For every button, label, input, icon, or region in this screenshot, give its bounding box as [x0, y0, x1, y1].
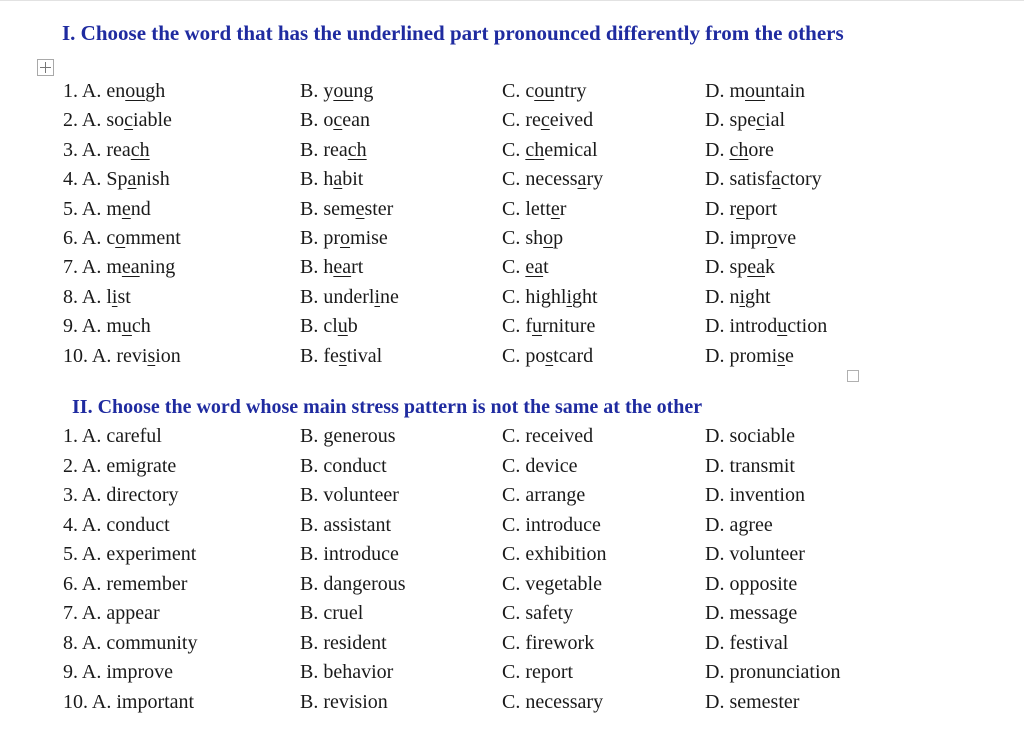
option-c [502, 344, 593, 368]
option-text-pre: so [106, 109, 125, 132]
option-c: C. firework [502, 631, 595, 654]
option-text-post: ster [364, 197, 394, 220]
option-text-prefix: B. [300, 197, 324, 220]
option-b: B. dangerous [300, 572, 406, 595]
option-text-pre: satisf [729, 168, 772, 191]
option-text-prefix: D. [705, 315, 730, 338]
option-text-prefix: B. [300, 109, 324, 132]
option-text-prefix: D. [705, 285, 730, 308]
option-text-post: e [785, 344, 794, 367]
question-row [0, 167, 1024, 195]
option-a: 7. A. appear [63, 602, 160, 624]
option-text-post: t [543, 256, 549, 279]
option-text-prefix: D. [705, 168, 730, 191]
option-text-post: tcard [553, 344, 594, 367]
option-text-prefix: C. [502, 80, 526, 102]
option-a: 9. A. improve [63, 661, 173, 683]
option-text-prefix: C. [502, 344, 526, 367]
option-text-pre: r [729, 197, 737, 220]
option-a [63, 255, 175, 279]
option-text-post: ning [139, 256, 176, 279]
option-text-pre: h [323, 256, 334, 279]
option-text-pre: m [106, 315, 122, 338]
option-text-prefix: D. [705, 109, 730, 132]
option-a: 4. A. conduct [63, 513, 170, 536]
option-b [300, 226, 388, 250]
option-d: D. opposite [705, 572, 798, 595]
underlined-part: o [543, 227, 554, 249]
option-c: C. report [502, 661, 574, 683]
option-c [502, 197, 566, 221]
option-text-pre: o [323, 109, 334, 132]
option-c: C. safety [502, 602, 574, 624]
option-text-prefix: 3. A. [63, 138, 107, 161]
question-row [0, 79, 1024, 107]
option-a [63, 314, 151, 338]
option-d: D. invention [705, 484, 805, 506]
option-text-pre: m [106, 197, 122, 220]
option-c [502, 167, 603, 191]
option-b [300, 255, 363, 279]
option-text-pre: highl [525, 285, 567, 308]
option-text-post: ve [777, 227, 797, 249]
option-text-post: p [553, 227, 564, 249]
underlined-part: o [340, 227, 351, 249]
option-c [502, 314, 595, 338]
option-text-pre: n [729, 285, 740, 308]
option-text-post: nd [130, 197, 151, 220]
option-text-post: ial [765, 109, 786, 132]
option-text-pre: f [525, 315, 533, 338]
underlined-part: a [127, 168, 137, 191]
option-text-prefix: B. [300, 227, 324, 249]
option-text-post: b [347, 315, 358, 338]
option-text-post: eived [549, 109, 594, 132]
question-row [0, 285, 1024, 313]
option-text-prefix: C. [502, 227, 526, 249]
question-row [0, 690, 1024, 718]
option-b: B. volunteer [300, 484, 399, 506]
option-text-post: ction [787, 315, 828, 338]
option-d [705, 79, 805, 103]
option-a [63, 344, 181, 368]
option-text-prefix: C. [502, 109, 526, 132]
underlined-part: ou [534, 80, 555, 102]
option-d [705, 138, 774, 162]
option-b: B. conduct [300, 454, 387, 477]
underlined-part: i [111, 285, 118, 308]
option-a [63, 197, 151, 221]
section-2-title: II. Choose the word whose main stress pattern is not the same at the other [72, 396, 703, 418]
question-row [0, 255, 1024, 283]
question-row [0, 454, 1024, 482]
underlined-part: ch [347, 138, 367, 161]
option-text-prefix: 5. A. [63, 197, 107, 220]
underlined-part: ou [125, 80, 146, 102]
option-text-prefix: 1. A. [63, 80, 107, 102]
option-b [300, 79, 373, 103]
section-1-title: I. Choose the word that has the underlined part pronounced differently from the others [62, 21, 844, 45]
option-text-pre: fe [323, 344, 339, 367]
option-c [502, 226, 563, 250]
option-text-pre: cl [323, 315, 338, 338]
option-text-pre: Sp [106, 168, 128, 191]
underlined-part: c [333, 109, 343, 132]
option-a: 6. A. remember [63, 572, 188, 595]
option-text-pre: sem [323, 197, 356, 220]
option-a [63, 285, 131, 309]
option-text-prefix: C. [502, 256, 526, 279]
underlined-part: o [767, 227, 778, 249]
underlined-part: e [736, 197, 746, 220]
option-a [63, 79, 165, 103]
option-text-post: ch [131, 315, 151, 338]
option-text-post: ean [342, 109, 370, 132]
option-text-pre: pr [323, 227, 341, 249]
option-d [705, 285, 771, 309]
option-a: 8. A. community [63, 631, 198, 654]
underlined-part: ch [729, 138, 749, 161]
question-row [0, 197, 1024, 225]
option-d: D. agree [705, 513, 773, 536]
underlined-part: u [777, 315, 788, 338]
option-text-pre: lett [525, 197, 551, 220]
option-text-prefix: 2. A. [63, 109, 107, 132]
option-c [502, 138, 598, 162]
option-b: B. assistant [300, 513, 392, 536]
option-d [705, 197, 777, 221]
option-text-pre: promi [729, 344, 778, 367]
option-a [63, 108, 172, 132]
option-text-prefix: 10. A. [63, 344, 117, 367]
option-a: 3. A. directory [63, 484, 179, 506]
option-c: C. received [502, 425, 594, 447]
option-text-prefix: 9. A. [63, 315, 107, 338]
option-text-post: rt [351, 256, 364, 279]
question-row [0, 138, 1024, 166]
option-text-prefix: 7. A. [63, 256, 107, 279]
option-text-post: bit [342, 168, 364, 191]
option-text-post: mment [125, 227, 181, 249]
option-text-prefix: C. [502, 168, 526, 191]
option-text-pre: m [106, 256, 122, 279]
option-text-post: tival [346, 344, 383, 367]
option-text-prefix: D. [705, 256, 730, 279]
option-d: D. pronunciation [705, 661, 841, 683]
option-text-post: ng [353, 80, 374, 102]
underlined-part: c [756, 109, 766, 132]
option-c: C. device [502, 454, 578, 477]
question-row [0, 660, 1024, 688]
option-c: C. arrange [502, 484, 586, 506]
option-text-pre: c [525, 80, 535, 102]
option-d: D. message [705, 602, 798, 624]
underlined-part: s [147, 344, 156, 367]
underlined-part: e [121, 197, 131, 220]
option-text-post: ne [380, 285, 399, 308]
option-c [502, 255, 549, 279]
option-text-prefix: B. [300, 344, 324, 367]
option-text-post: ntain [765, 80, 806, 102]
option-text-pre: introd [729, 315, 778, 338]
option-text-prefix: B. [300, 168, 324, 191]
option-text-post: rniture [542, 315, 596, 338]
option-a [63, 167, 170, 191]
question-row [0, 314, 1024, 342]
question-row [0, 542, 1024, 570]
underlined-part: ea [121, 256, 140, 279]
option-text-prefix: D. [705, 227, 730, 249]
option-text-pre: y [323, 80, 334, 102]
option-d [705, 314, 827, 338]
underlined-part: e [550, 197, 560, 220]
option-text-pre: l [106, 285, 112, 308]
underlined-part: o [115, 227, 126, 249]
option-text-post: ctory [780, 168, 822, 191]
option-b: B. revision [300, 690, 388, 713]
option-a: 2. A. emigrate [63, 454, 177, 477]
option-b: B. cruel [300, 602, 364, 624]
underlined-part: ea [747, 256, 766, 279]
underlined-part: i [739, 285, 746, 308]
underlined-part: u [532, 315, 543, 338]
option-a: 1. A. careful [63, 425, 162, 447]
table-move-handle-icon[interactable] [37, 59, 54, 76]
option-text-pre: en [106, 80, 126, 102]
option-a: 5. A. experiment [63, 543, 197, 565]
option-text-pre: spe [729, 109, 757, 132]
option-b: B. introduce [300, 543, 399, 565]
option-text-post: gh [145, 80, 166, 102]
underlined-part: u [337, 315, 348, 338]
option-text-prefix: D. [705, 138, 730, 161]
option-c: C. vegetable [502, 572, 602, 595]
option-c: C. necessary [502, 690, 604, 713]
option-text-post: r [559, 197, 567, 220]
option-b [300, 197, 393, 221]
option-text-post: ion [155, 344, 181, 367]
option-text-pre: revi [116, 344, 148, 367]
option-text-post: ght [572, 285, 598, 308]
underlined-part: ea [333, 256, 352, 279]
option-b: B. resident [300, 631, 387, 654]
underlined-part: ou [333, 80, 354, 102]
option-c: C. exhibition [502, 543, 607, 565]
underlined-part: ea [525, 256, 544, 279]
underlined-part: i [374, 285, 380, 308]
option-text-pre: rea [106, 138, 131, 161]
option-text-pre: m [729, 80, 746, 102]
option-d [705, 344, 794, 368]
option-text-post: port [745, 197, 778, 220]
option-text-post: ght [745, 285, 771, 308]
underlined-part: a [771, 168, 781, 191]
option-b: B. behavior [300, 661, 394, 683]
option-text-prefix: 8. A. [63, 285, 107, 308]
option-text-prefix: D. [705, 344, 730, 367]
option-c [502, 285, 598, 309]
option-a [63, 226, 181, 250]
question-row [0, 483, 1024, 511]
option-text-prefix: B. [300, 80, 324, 102]
question-row [0, 226, 1024, 254]
option-c: C. introduce [502, 513, 601, 536]
option-text-post: ntry [554, 80, 587, 102]
option-text-prefix: B. [300, 285, 324, 308]
underlined-part: c [124, 109, 134, 132]
underlined-part: s [338, 344, 347, 367]
question-row [0, 631, 1024, 659]
question-row [0, 424, 1024, 452]
underlined-part: a [577, 168, 587, 191]
option-text-prefix: B. [300, 256, 324, 279]
option-d: D. semester [705, 690, 800, 713]
option-text-post: st [117, 285, 131, 308]
option-text-pre: sp [729, 256, 748, 279]
option-b: B. generous [300, 425, 396, 447]
option-text-prefix: B. [300, 315, 324, 338]
option-text-prefix: 6. A. [63, 227, 107, 249]
option-text-post: ore [748, 138, 774, 161]
option-b [300, 285, 399, 309]
underlined-part: ou [745, 80, 766, 102]
option-text-prefix: D. [705, 197, 730, 220]
option-a: 10. A. important [63, 690, 195, 713]
option-a [63, 138, 150, 162]
option-text-prefix: 4. A. [63, 168, 107, 191]
option-text-prefix: C. [502, 285, 526, 308]
option-text-pre: impr [729, 227, 768, 249]
option-d [705, 167, 822, 191]
table-resize-handle-icon[interactable] [847, 370, 859, 382]
option-d: D. transmit [705, 454, 795, 477]
option-d [705, 226, 796, 250]
option-text-pre: c [106, 227, 116, 249]
question-row [0, 572, 1024, 600]
option-b [300, 344, 382, 368]
option-text-pre: po [525, 344, 546, 367]
option-text-prefix: C. [502, 315, 526, 338]
option-text-post: mise [350, 227, 388, 249]
option-b [300, 167, 363, 191]
option-text-prefix: D. [705, 80, 730, 102]
page-top-divider [0, 0, 1024, 1]
option-text-post: iable [133, 109, 172, 132]
option-text-pre: necess [525, 168, 578, 191]
question-row [0, 601, 1024, 629]
option-text-pre: re [525, 109, 541, 132]
option-text-post: emical [544, 138, 598, 161]
option-text-post: k [765, 256, 776, 279]
option-b [300, 314, 358, 338]
option-d: D. volunteer [705, 543, 805, 565]
question-row [0, 513, 1024, 541]
option-c [502, 108, 593, 132]
option-text-prefix: C. [502, 197, 526, 220]
option-d: D. festival [705, 631, 789, 654]
option-text-pre: h [323, 168, 334, 191]
underlined-part: s [545, 344, 554, 367]
option-text-pre: rea [323, 138, 348, 161]
underlined-part: e [355, 197, 365, 220]
option-b [300, 108, 370, 132]
underlined-part: c [540, 109, 550, 132]
option-text-pre: underl [323, 285, 375, 308]
option-d [705, 255, 775, 279]
underlined-part: i [566, 285, 573, 308]
option-d: D. sociable [705, 425, 795, 447]
option-d [705, 108, 785, 132]
option-text-post: ry [586, 168, 604, 191]
question-row [0, 108, 1024, 136]
option-text-prefix: B. [300, 138, 324, 161]
underlined-part: ch [130, 138, 150, 161]
option-text-pre: sh [525, 227, 544, 249]
underlined-part: a [333, 168, 343, 191]
question-row [0, 344, 1024, 372]
underlined-part: ch [525, 138, 545, 161]
underlined-part: s [777, 344, 786, 367]
option-b [300, 138, 367, 162]
option-text-prefix: C. [502, 138, 526, 161]
option-text-post: nish [136, 168, 170, 191]
option-c [502, 79, 586, 103]
underlined-part: u [121, 315, 132, 338]
